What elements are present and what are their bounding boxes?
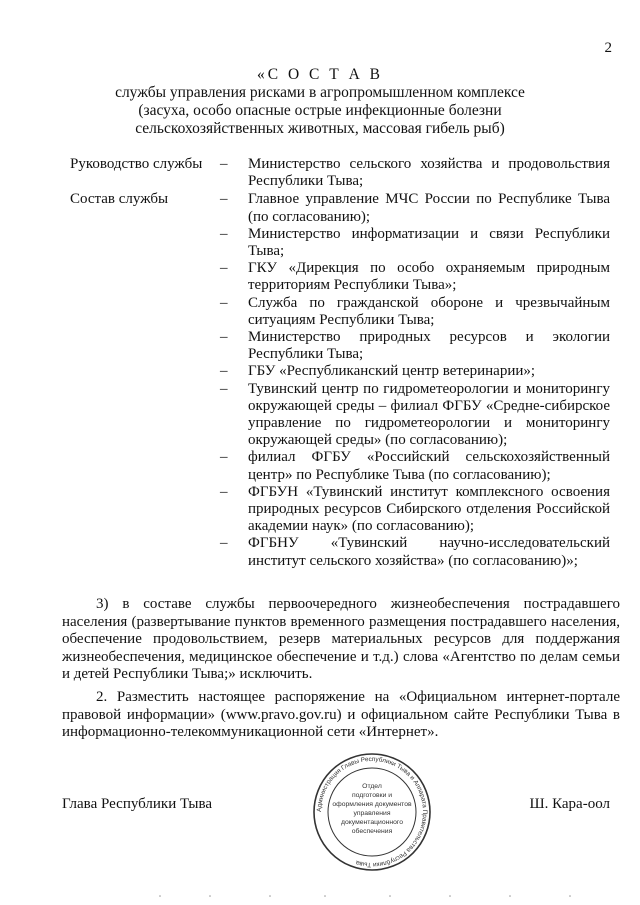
signatory-name: Ш. Кара-оол [529, 796, 610, 812]
leadership-row [70, 156, 610, 190]
list-item-text: ГБУ «Республиканский центр ветеринарии»; [248, 363, 536, 380]
dash-marker: – [220, 225, 228, 242]
heading-line-2: службы управления рисками в агропромышленном комплексе [115, 84, 525, 101]
list-item-text: Главное управление МЧС России по Республике Тыва (по согласованию); [248, 191, 610, 225]
leadership-label: Руководство службы [70, 156, 203, 172]
list-item [220, 329, 610, 363]
members-label: Состав службы [70, 191, 169, 208]
list-item-text: Министерство сельского хозяйства и продовольствия Республики Тыва; [248, 156, 610, 190]
heading-line-3: (засуха, особо опасные острые инфекционные болезни [138, 102, 502, 119]
list-item [220, 381, 610, 450]
list-item-text: Министерство информатизации и связи Республики Тыва; [248, 225, 610, 260]
heading-title: «С О С Т А В [257, 66, 383, 83]
dash-marker: – [220, 156, 228, 172]
list-item-text: ФГБНУ «Тувинский научно-исследовательский институт сельского хозяйства» (по согласованию)»; [248, 535, 610, 569]
heading-line-4: сельскохозяйственных животных, массовая гибель рыб) [135, 120, 505, 137]
signatory-title: Глава Республики Тыва [62, 796, 213, 812]
list-item-text: ФГБУН «Тувинский институт комплексного освоения природных ресурсов Сибирского отделения Российской академии наук» (по согласованию); [248, 483, 610, 535]
dash-marker: – [220, 294, 228, 311]
list-item-text: филиал ФГБУ «Российский сельскохозяйственный центр» по Республике Тыва (по согласованию); [248, 449, 610, 483]
paragraph-item-2: 2. Разместить настоящее распоряжение на «Официальном интернет-портале правовой информации» (www.pravo.gov.ru) и официальном сайте Республики Тыва в информационно-телекоммуникационной сети «Интернет». [62, 689, 620, 740]
dash-marker: – [220, 363, 228, 380]
stamp-line: подготовки и [351, 792, 393, 799]
list-item [220, 363, 610, 380]
list-item [220, 449, 610, 483]
dash-marker: – [220, 329, 228, 346]
list-item [220, 484, 610, 536]
stamp-ring-text: Администрация Главы Республики Тыва и Аппарата Правительства Республики Тыва [315, 755, 429, 869]
dash-marker: – [220, 535, 228, 552]
official-stamp [310, 750, 434, 874]
dash-marker: – [220, 191, 228, 208]
scan-artifact-dots [150, 893, 610, 899]
dash-marker: – [220, 449, 228, 466]
dash-marker: – [220, 380, 228, 397]
stamp-line: документационного [340, 819, 404, 826]
document-heading [0, 66, 640, 138]
list-item [220, 535, 610, 569]
page-number: 2 [604, 40, 612, 56]
stamp-line: управления [353, 810, 391, 817]
paragraph-item-3: 3) в составе службы первоочередного жизнеобеспечения пострадавшего населения (развертывание пунктов временного размещения пострадавшего населения, обеспечение продовольствием, резерв материальных ресурсов для поддержания жизнеобеспечения, медицинское обеспечение и т.д.) слова «Агентство по делам семьи и детей Республики Тыва;» исключить. [62, 596, 620, 682]
list-item [220, 191, 610, 225]
list-item [220, 226, 610, 260]
list-item-text: Министерство природных ресурсов и экологии Республики Тыва; [248, 329, 610, 363]
dash-marker: – [220, 260, 228, 277]
members-row [70, 191, 610, 569]
stamp-line: обеспечения [351, 828, 393, 835]
list-item [220, 156, 610, 190]
list-item-text: Тувинский центр по гидрометеорологии и мониторингу окружающей среды – филиал ФГБУ «Средне-сибирское управление по гидрометеорологии и мониторингу окружающей среды» (по согласованию); [248, 380, 610, 449]
stamp-line: оформления документов [332, 801, 412, 808]
service-composition [70, 156, 610, 571]
list-item-text: ГКУ «Дирекция по особо охраняемым природным территориям Республики Тыва»; [248, 260, 610, 294]
dash-marker: – [220, 483, 228, 500]
stamp-line: Отдел [362, 783, 382, 790]
members-list [220, 191, 610, 569]
list-item-text: Служба по гражданской обороне и чрезвычайным ситуациям Республики Тыва; [248, 294, 610, 328]
list-item [220, 295, 610, 329]
list-item [220, 260, 610, 294]
leadership-list [220, 156, 610, 190]
